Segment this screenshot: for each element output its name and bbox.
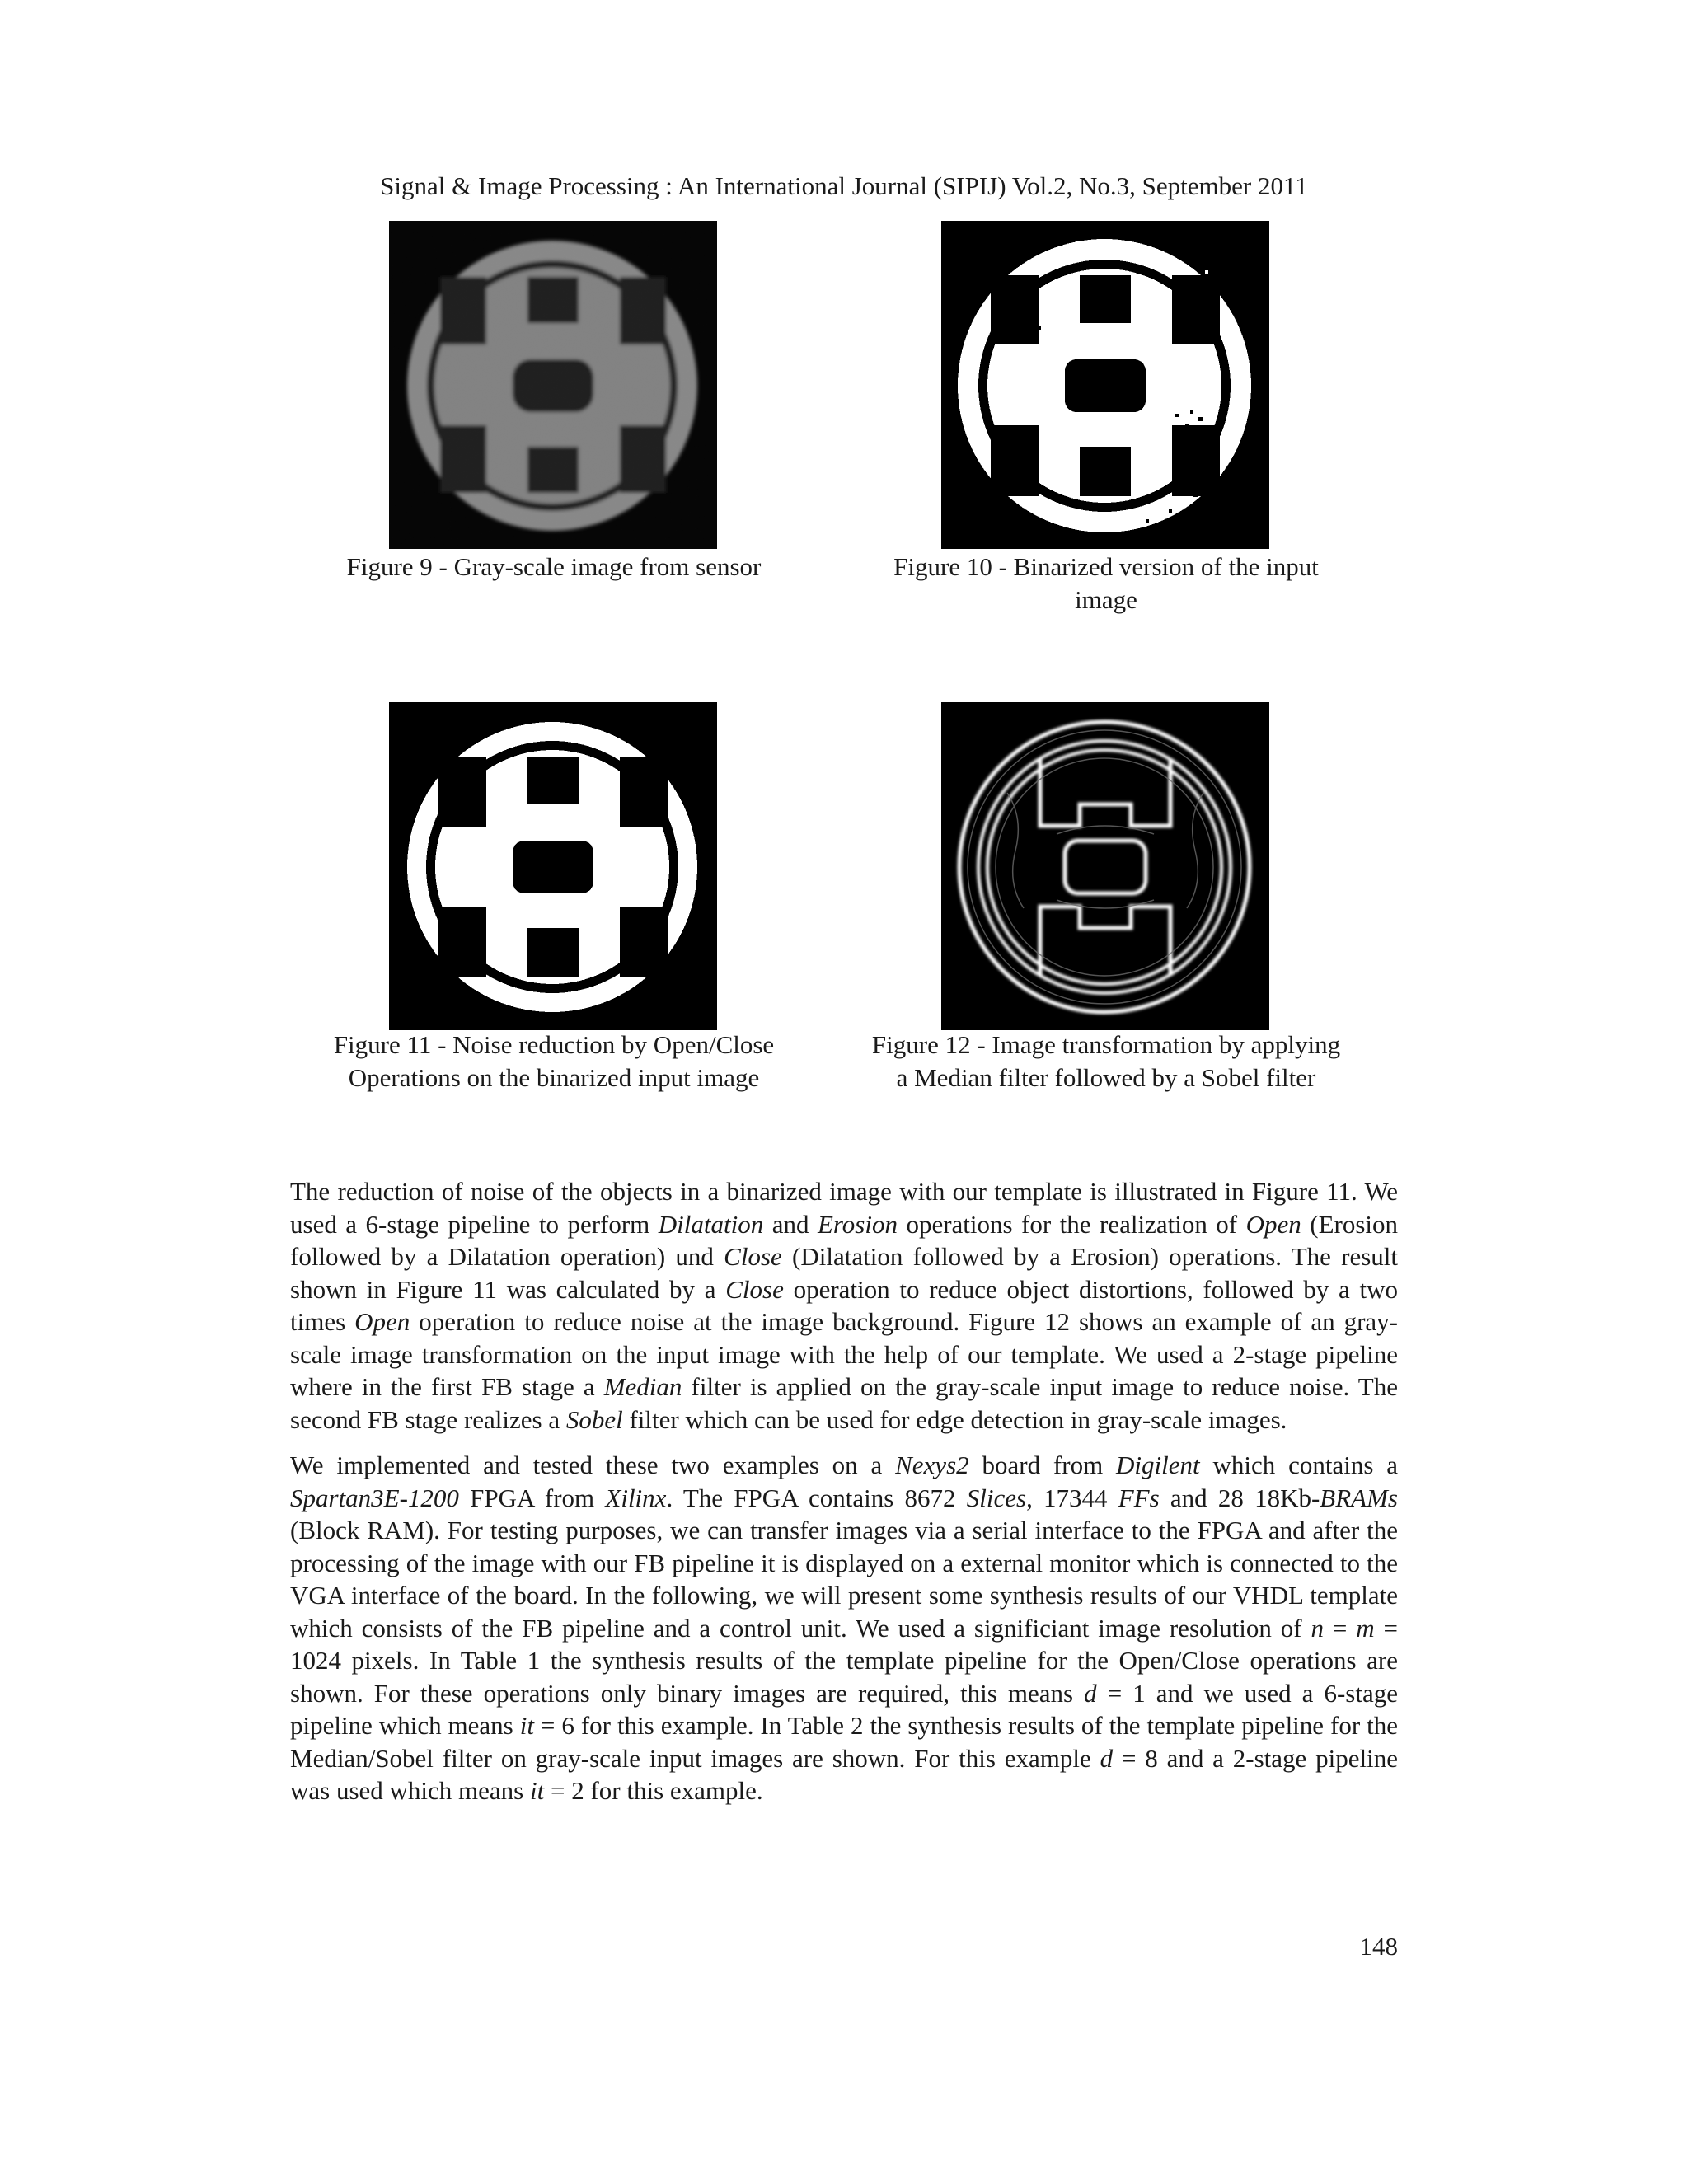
figure-10-image (941, 221, 1269, 549)
caption-line: Operations on the binarized input image (348, 1063, 760, 1092)
italic-term: Slices (966, 1483, 1027, 1512)
figure-12-caption (842, 1029, 1370, 1094)
italic-term: d (1100, 1743, 1114, 1773)
figure-11-caption (290, 1029, 818, 1094)
italic-term: n (1311, 1613, 1324, 1643)
text-run: FPGA from (458, 1483, 606, 1512)
text-run: and (763, 1209, 818, 1239)
text-run: . The FPGA contains 8672 (666, 1483, 967, 1512)
italic-term: Nexys2 (895, 1451, 969, 1479)
caption-line: Figure 9 - Gray-scale image from sensor (346, 552, 762, 581)
italic-term: Open (1245, 1209, 1301, 1239)
text-run: (Block RAM). For testing purposes, we can transfer images via a serial interface to the FPGA and after the processing of the image with our FB pipeline it is displayed on a external monitor which is connected to the VGA interface of the board. In the following, we will present some synthesis results of our VHDL template which consists of the FB pipeline and a control unit. We used a significiant image resolution of (290, 1516, 1398, 1643)
italic-term: Open (354, 1307, 410, 1336)
text-run: filter which can be used for edge detection in gray-scale images. (622, 1404, 1287, 1434)
text-run: board from (968, 1451, 1117, 1479)
text-run: = 8 and a 2-stage pipeline was used which means (290, 1743, 1398, 1805)
figure-12-image (941, 702, 1269, 1030)
italic-term: FFs (1118, 1483, 1160, 1512)
text-run: We implemented and tested these two examples on a (290, 1451, 896, 1479)
italic-term: m (1356, 1613, 1375, 1643)
text-run: which contains a (1199, 1451, 1399, 1479)
text-run: (Erosion followed by a Dilatation operation) und (290, 1209, 1398, 1271)
italic-term: Median (603, 1372, 682, 1401)
text-run: = 1 and we used a 6-stage pipeline which means (290, 1678, 1398, 1740)
text-run: = 2 for this example. (544, 1776, 763, 1805)
figure-9-image (389, 221, 717, 549)
italic-term: d (1084, 1678, 1097, 1708)
text-run: and 28 18Kb- (1159, 1483, 1320, 1512)
italic-term: Digilent (1116, 1451, 1200, 1479)
italic-term: Sobel (565, 1404, 623, 1434)
italic-term: BRAMs (1320, 1483, 1398, 1512)
body-text (290, 1175, 1398, 1807)
italic-term: Spartan3E-1200 (290, 1483, 459, 1512)
text-run: operation to reduce object distortions, followed by a two times (290, 1274, 1398, 1336)
caption-line: Figure 12 - Image transformation by applying (871, 1030, 1341, 1059)
figure-9-caption (290, 551, 818, 583)
text-run: , 17344 (1026, 1483, 1118, 1512)
italic-term: it (530, 1776, 545, 1805)
italic-term: Xilinx (605, 1483, 667, 1512)
text-run: The reduction of noise of the objects in a binarized image with our template is illustrated in Figure 11. We used a 6-stage pipeline to perform (290, 1177, 1398, 1239)
italic-term: Erosion (817, 1209, 898, 1239)
italic-term: Close (725, 1274, 784, 1304)
text-run: (Dilatation followed by a Erosion) operations. The result shown in Figure 11 was calculated by a (290, 1242, 1398, 1304)
italic-term: Dilatation (658, 1209, 764, 1239)
figure-10-caption (842, 551, 1370, 616)
text-run: filter is applied on the gray-scale input image to reduce noise. The second FB stage realizes a (290, 1372, 1398, 1434)
italic-term: it (519, 1711, 534, 1740)
text-run: = (1323, 1613, 1357, 1643)
paragraph-2 (290, 1449, 1398, 1807)
caption-line: image (1075, 585, 1137, 614)
running-header: Signal & Image Processing : An International Journal (SIPIJ) Vol.2, No.3, September 2011 (380, 171, 1308, 200)
paragraph-1 (290, 1175, 1398, 1436)
page-number: 148 (1359, 1932, 1398, 1961)
text-run: = 6 for this example. In Table 2 the synthesis results of the template pipeline for the Median/Sobel filter on gray-scale input images are shown. For this example (290, 1711, 1399, 1773)
caption-line: Figure 11 - Noise reduction by Open/Close (333, 1030, 775, 1059)
italic-term: Close (724, 1242, 782, 1271)
caption-line: a Median filter followed by a Sobel filter (896, 1063, 1316, 1092)
caption-line: Figure 10 - Binarized version of the input (893, 552, 1319, 581)
figure-11-image (389, 702, 717, 1030)
text-run: operation to reduce noise at the image background. Figure 12 shows an example of an gray-scale image transformation on the input image with the help of our template. We used a 2-stage pipeline where in the first FB stage a (290, 1307, 1399, 1401)
text-run: = 1024 pixels. In Table 1 the synthesis results of the template pipeline for the Open/Close operations are shown. For these operations only binary images are required, this means (290, 1613, 1399, 1708)
text-run: operations for the realization of (897, 1209, 1246, 1239)
